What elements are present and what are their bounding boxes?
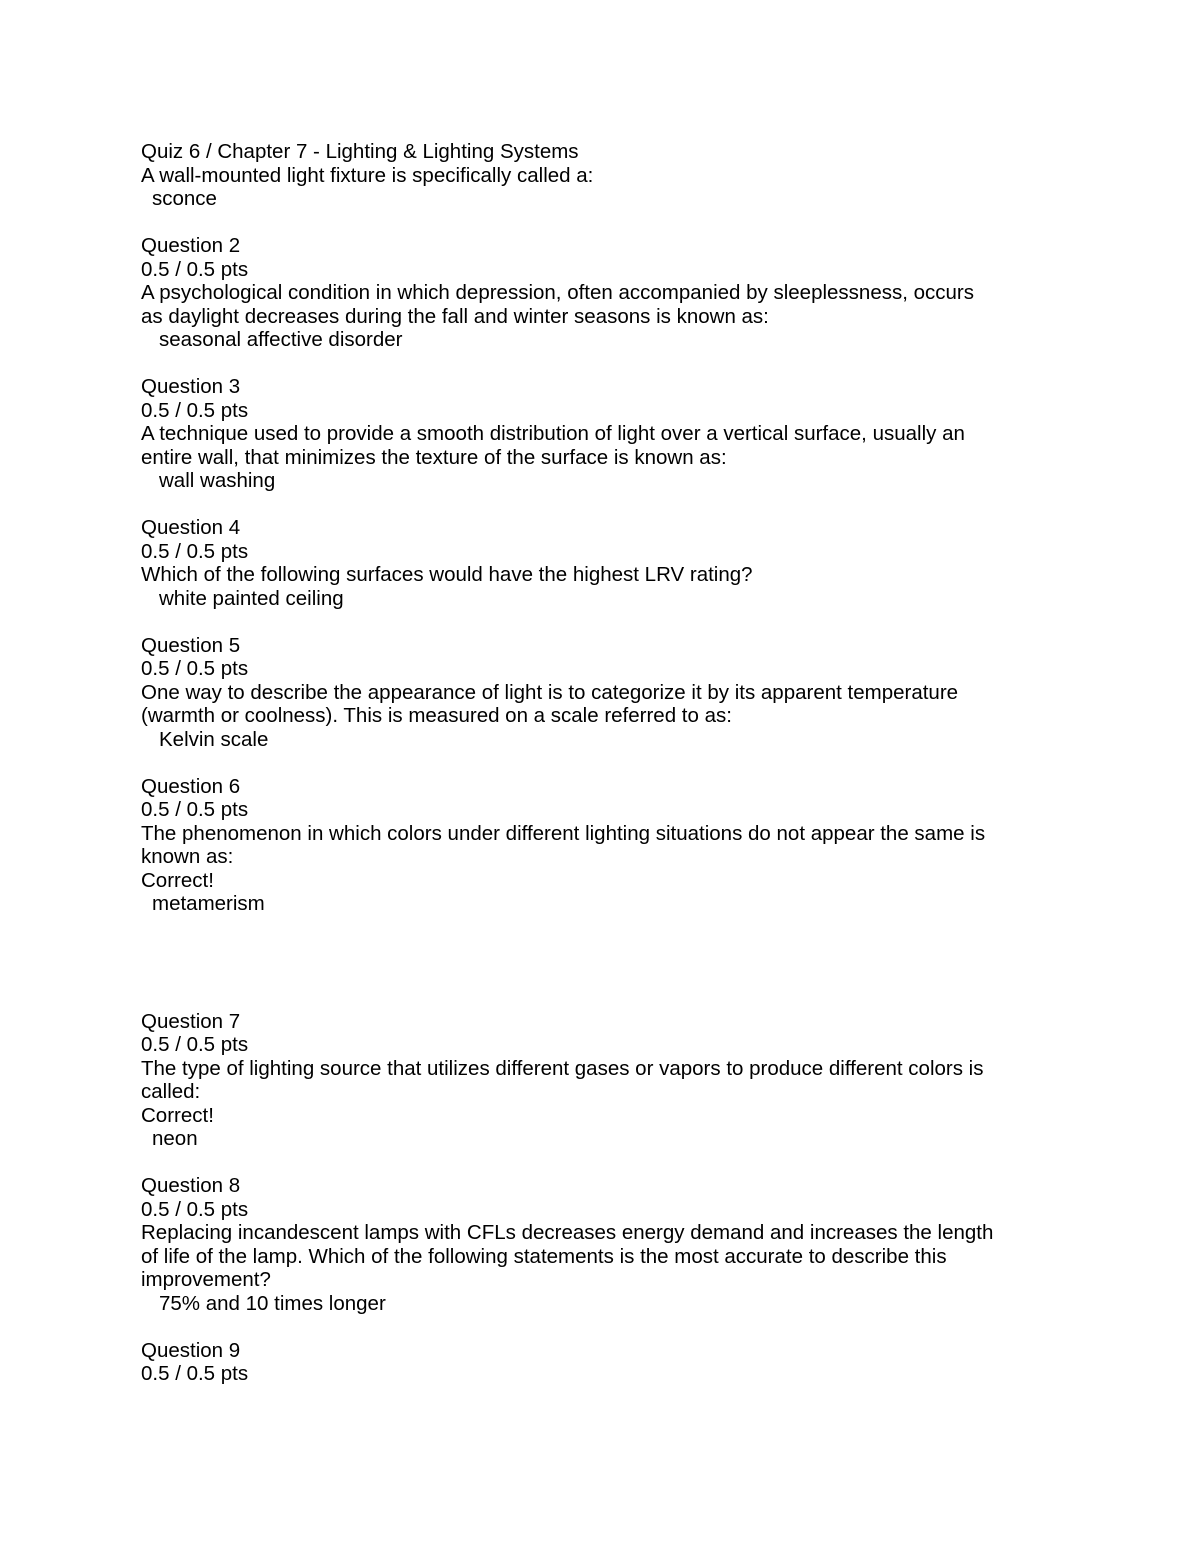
question-label: Question 5 — [141, 633, 241, 657]
question-text-line: Replacing incandescent lamps with CFLs decreases energy demand and increases the length — [141, 1221, 994, 1244]
question-text-line: entire wall, that minimizes the texture of the surface is known as: — [141, 445, 727, 469]
question-text-line: One way to describe the appearance of light is to categorize it by its apparent temperature — [141, 680, 959, 704]
question-points: 0.5 / 0.5 pts — [141, 657, 249, 680]
question-text-line: Which of the following surfaces would have the highest LRV rating? — [141, 563, 753, 586]
question-4 — [141, 516, 1061, 610]
question-points: 0.5 / 0.5 pts — [141, 1362, 249, 1385]
question-7 — [141, 1010, 1061, 1151]
question-points: 0.5 / 0.5 pts — [141, 257, 249, 281]
question-answer: neon — [152, 1127, 198, 1150]
question-points: 0.5 / 0.5 pts — [141, 539, 249, 563]
question-9 — [141, 1339, 1061, 1386]
correct-status: Correct! — [141, 1103, 214, 1127]
question-answer: metamerism — [152, 892, 265, 915]
question-label: Question 3 — [141, 375, 241, 398]
question-label: Question 7 — [141, 1009, 241, 1033]
question-text-line: The phenomenon in which colors under different lighting situations do not appear the same is — [141, 821, 986, 845]
question-3 — [141, 375, 1061, 493]
question-label: Question 2 — [141, 234, 241, 257]
question-answer: wall washing — [159, 469, 276, 492]
question-points: 0.5 / 0.5 pts — [141, 1033, 249, 1056]
question-5 — [141, 634, 1061, 752]
question-answer: seasonal affective disorder — [159, 328, 403, 351]
question-answer: Kelvin scale — [159, 727, 269, 751]
question-text-line: called: — [141, 1080, 201, 1103]
question-text-line: A technique used to provide a smooth distribution of light over a vertical surface, usually an — [141, 422, 965, 445]
question-8 — [141, 1174, 1061, 1315]
question-points: 0.5 / 0.5 pts — [141, 798, 249, 821]
question-answer: white painted ceiling — [159, 586, 344, 610]
question-text-line: A psychological condition in which depression, often accompanied by sleeplessness, occurs — [141, 281, 975, 304]
question-label: Question 6 — [141, 774, 241, 798]
quiz-header — [141, 140, 1061, 211]
question-points: 0.5 / 0.5 pts — [141, 398, 249, 422]
question-text-line: as daylight decreases during the fall and winter seasons is known as: — [141, 304, 769, 328]
question-text-line: of life of the lamp. Which of the following statements is the most accurate to describe this — [141, 1244, 947, 1268]
question-text-line: known as: — [141, 845, 234, 868]
question-points: 0.5 / 0.5 pts — [141, 1197, 249, 1221]
question-text-line: (warmth or coolness). This is measured on a scale referred to as: — [141, 704, 732, 727]
question-text-line: improvement? — [141, 1268, 271, 1291]
question-text-line: The type of lighting source that utilizes different gases or vapors to produce different colors is — [141, 1056, 984, 1080]
question-label: Question 4 — [141, 516, 241, 539]
correct-status: Correct! — [141, 868, 214, 892]
intro-question-text: A wall-mounted light fixture is specifically called a: — [141, 163, 594, 187]
question-label: Question 8 — [141, 1174, 241, 1197]
intro-answer: sconce — [152, 187, 217, 210]
question-answer: 75% and 10 times longer — [159, 1291, 386, 1315]
question-label: Question 9 — [141, 1338, 241, 1362]
quiz-title: Quiz 6 / Chapter 7 - Lighting & Lighting Systems — [141, 140, 579, 163]
question-2 — [141, 234, 1061, 352]
document-page — [141, 140, 1061, 1386]
question-6 — [141, 775, 1061, 916]
